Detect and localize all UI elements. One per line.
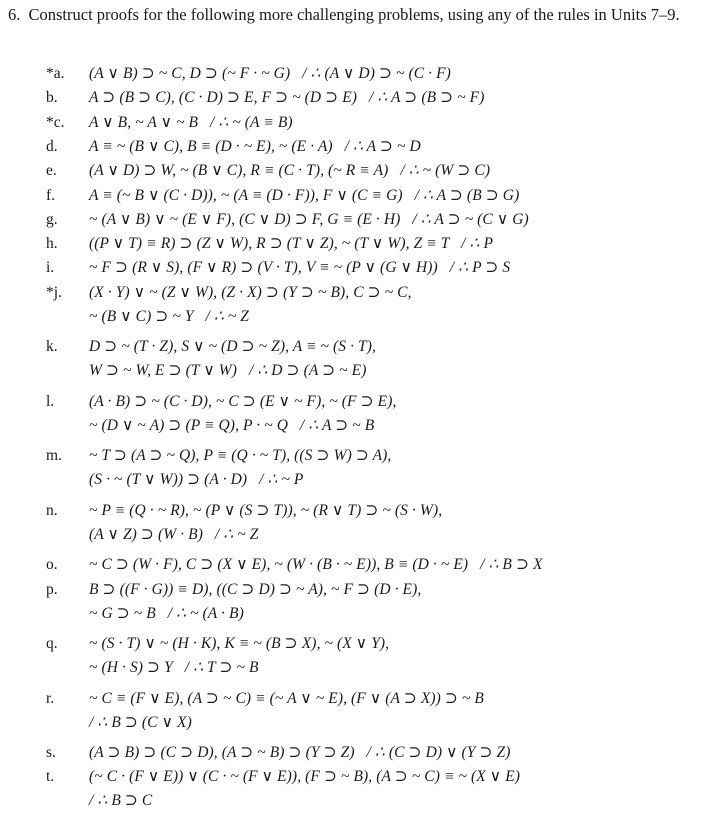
problem-premises: ~ (S · T) ∨ ~ (H · K), K ≡ ~ (B ⊃ X), ~ (X ∨ Y), xyxy=(89,635,390,652)
problem-premises: (A ⊃ B) ⊃ (C ⊃ D), (A ⊃ ~ B) ⊃ (Y ⊃ Z) / ∴ (C ⊃ D) ∨ (Y ⊃ Z) xyxy=(89,744,511,761)
exercise-number: 6. xyxy=(8,5,21,24)
problem-premises: ~ (A ∨ B) ∨ ~ (E ∨ F), (C ∨ D) ⊃ F, G ≡ (E · H) / ∴ A ⊃ ~ (C ∨ G) xyxy=(89,210,529,228)
problem-label: i. xyxy=(46,259,55,277)
problem-label: b. xyxy=(46,89,58,107)
problem-premises: ~ C ≡ (F ∨ E), (A ⊃ ~ C) ≡ (~ A ∨ ~ E), (F ∨ (A ⊃ X)) ⊃ ~ B xyxy=(89,689,485,707)
problem-label: p. xyxy=(46,580,58,598)
exercise-heading xyxy=(8,4,698,25)
problem-label: g. xyxy=(46,210,58,228)
problem-label: d. xyxy=(46,137,58,155)
problem-label: e. xyxy=(46,162,57,180)
problem-label: n. xyxy=(46,501,58,519)
problem-label: *a. xyxy=(46,65,65,82)
problem-continuation: W ⊃ ~ W, E ⊃ (T ∨ W) / ∴ D ⊃ (A ⊃ ~ E) xyxy=(89,362,367,380)
problem-continuation: (A ∨ Z) ⊃ (W · B) / ∴ ~ Z xyxy=(89,525,259,543)
problem-premises: (~ C · (F ∨ E)) ∨ (C · ~ (F ∨ E)), (F ⊃ ~ B), (A ⊃ ~ C) ≡ ~ (X ∨ E) xyxy=(89,768,521,786)
problem-label: h. xyxy=(46,235,58,253)
problem-continuation: ~ (H · S) ⊃ Y / ∴ T ⊃ ~ B xyxy=(89,659,259,676)
problem-premises: (A · B) ⊃ ~ (C · D), ~ C ⊃ (E ∨ ~ F), ~ (F ⊃ E), xyxy=(89,392,397,410)
problem-continuation: / ∴ B ⊃ C xyxy=(89,792,153,810)
problem-label: o. xyxy=(46,556,58,574)
problem-premises: ~ C ⊃ (W · F), C ⊃ (X ∨ E), ~ (W · (B · ~ E)), B ≡ (D · ~ E) / ∴ B ⊃ X xyxy=(89,556,543,574)
problem-premises: (A ∨ B) ⊃ ~ C, D ⊃ (~ F · ~ G) / ∴ (A ∨ D) ⊃ ~ (C · F) xyxy=(89,65,451,82)
problem-label: t. xyxy=(46,768,55,786)
problem-label: s. xyxy=(46,744,56,761)
problem-label: f. xyxy=(46,186,56,204)
problem-premises: A ∨ B, ~ A ∨ ~ B / ∴ ~ (A ≡ B) xyxy=(89,113,293,131)
problem-label: k. xyxy=(46,338,58,356)
problem-premises: (A ∨ D) ⊃ W, ~ (B ∨ C), R ≡ (C · T), (~ R ≡ A) / ∴ ~ (W ⊃ C) xyxy=(89,162,491,180)
problem-continuation: ~ (B ∨ C) ⊃ ~ Y / ∴ ~ Z xyxy=(89,307,250,325)
problem-label: m. xyxy=(46,447,62,465)
problem-premises: ~ T ⊃ (A ⊃ ~ Q), P ≡ (Q · ~ T), ((S ⊃ W) ⊃ A), xyxy=(89,447,392,465)
problem-premises: ((P ∨ T) ≡ R) ⊃ (Z ∨ W), R ⊃ (T ∨ Z), ~ (T ∨ W), Z ≡ T / ∴ P xyxy=(89,235,494,253)
problem-label: l. xyxy=(46,392,55,410)
problem-premises: A ⊃ (B ⊃ C), (C · D) ⊃ E, F ⊃ ~ (D ⊃ E) / ∴ A ⊃ (B ⊃ ~ F) xyxy=(89,89,485,107)
problem-label: r. xyxy=(46,689,55,707)
problem-premises: (X · Y) ∨ ~ (Z ∨ W), (Z · X) ⊃ (Y ⊃ ~ B), C ⊃ ~ C, xyxy=(89,283,412,301)
problem-premises: D ⊃ ~ (T · Z), S ∨ ~ (D ⊃ ~ Z), A ≡ ~ (S · T), xyxy=(89,338,377,356)
problem-continuation: (S · ~ (T ∨ W)) ⊃ (A · D) / ∴ ~ P xyxy=(89,471,304,489)
problem-label: q. xyxy=(46,635,58,652)
problem-premises: ~ P ≡ (Q · ~ R), ~ (P ∨ (S ⊃ T)), ~ (R ∨ T) ⊃ ~ (S · W), xyxy=(89,501,443,519)
problem-premises: ~ F ⊃ (R ∨ S), (F ∨ R) ⊃ (V · T), V ≡ ~ (P ∨ (G ∨ H)) / ∴ P ⊃ S xyxy=(89,259,511,277)
exercise-instructions: Construct proofs for the following more challenging problems, using any of the rules in Units 7–9. xyxy=(28,5,680,24)
problem-continuation: ~ (D ∨ ~ A) ⊃ (P ≡ Q), P · ~ Q / ∴ A ⊃ ~ B xyxy=(89,416,375,434)
problem-continuation: / ∴ B ⊃ (C ∨ X) xyxy=(89,713,192,731)
problem-label: *j. xyxy=(46,283,62,301)
problem-label: *c. xyxy=(46,113,65,131)
problem-premises: A ≡ (~ B ∨ (C · D)), ~ (A ≡ (D · F)), F ∨ (C ≡ G) / ∴ A ⊃ (B ⊃ G) xyxy=(89,186,520,204)
problem-premises: B ⊃ ((F · G)) ≡ D), ((C ⊃ D) ⊃ ~ A), ~ F ⊃ (D · E), xyxy=(89,580,422,598)
problem-continuation: ~ G ⊃ ~ B / ∴ ~ (A · B) xyxy=(89,604,244,622)
problem-premises: A ≡ ~ (B ∨ C), B ≡ (D · ~ E), ~ (E · A) / ∴ A ⊃ ~ D xyxy=(89,137,421,155)
